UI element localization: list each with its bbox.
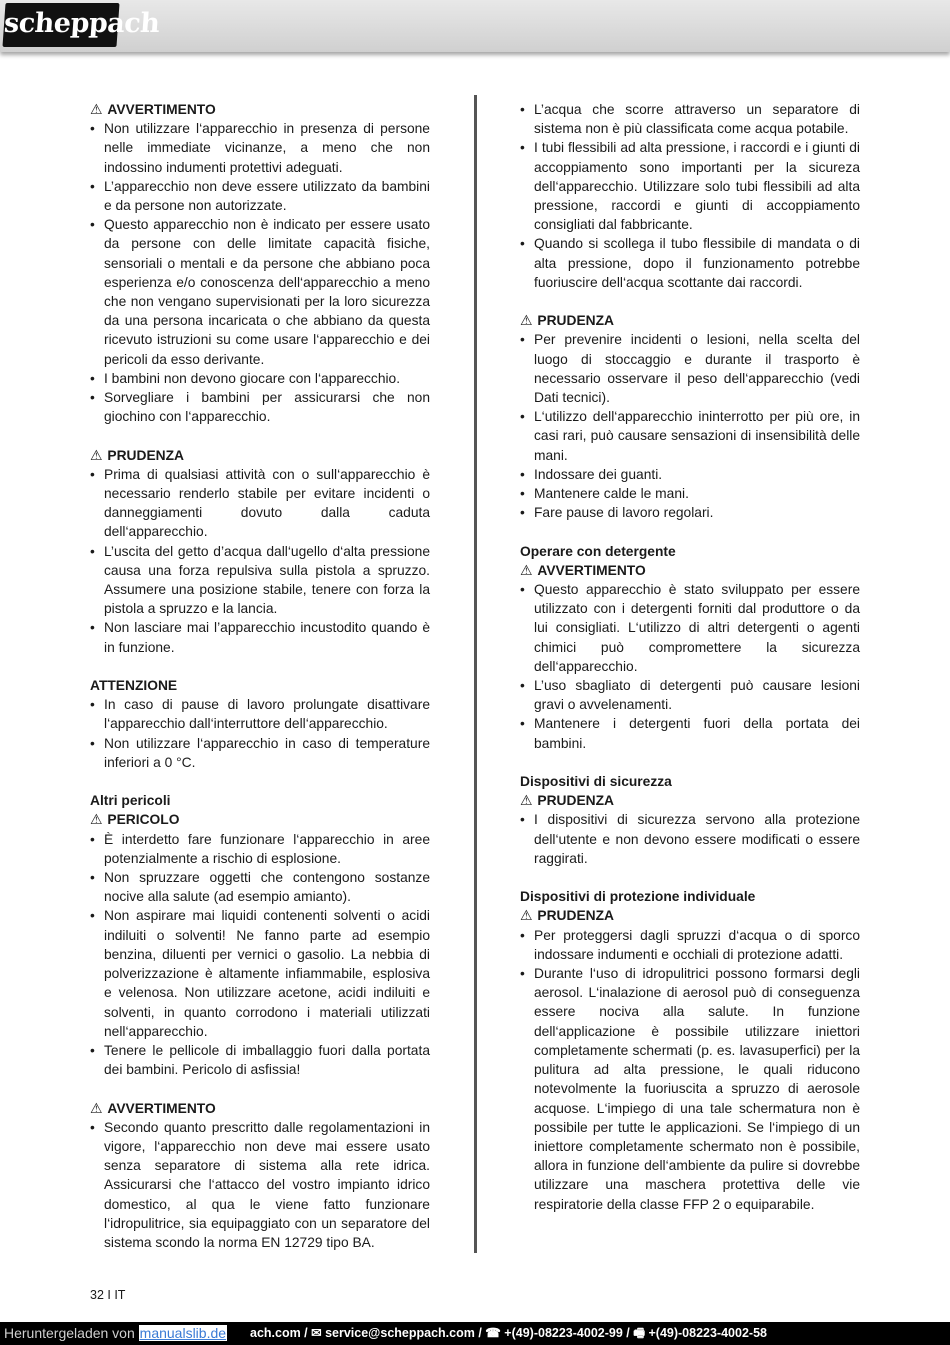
download-prefix: Heruntergeladen von <box>4 1325 139 1341</box>
list-item: • Questo apparecchio è stato sviluppato per essere utilizzato con i detergenti forniti dal produttore o da lui consigliati. L‘utilizzo di altri detergenti o agenti chimici può compromettere la sicurezza dell‘apparecchio. <box>520 580 860 676</box>
download-notice <box>4 1323 227 1344</box>
warning-label: AVVERTIMENTO <box>107 102 216 117</box>
warning-label: PERICOLO <box>107 812 180 828</box>
warning-label: PRUDENZA <box>537 793 615 809</box>
warning-label: PRUDENZA <box>537 313 615 329</box>
list-item: • Indossare dei guanti. <box>520 465 860 484</box>
download-bar <box>0 1322 950 1345</box>
bullet-list <box>520 810 860 868</box>
list-item: • Non utilizzare l‘apparecchio in presenza di persone nelle immediate vicinanze, a meno che non indossino indumenti protettivi adeguati. <box>90 119 430 177</box>
warning-triangle-icon: ⚠ <box>90 447 103 463</box>
list-item: • Durante l‘uso di idropulitrici possono formarsi degli aerosol. L‘inalazione di aerosol può di conseguenza essere nociva alla salute. In funzione dell‘applicazione è possibile utilizzare iniettori completamente schermati (p. es. lavasuperfici) per la pulitura ad alta pressione, le quali riducono notevolmente la fuoriuscita a spruzzo di aerosole acquose. L‘impiego di una tale schermatura non è possibile per tutte le applicazioni. Se l‘impiego di un iniettore completamente schermato non è possibile, allora in funzione dell‘ambiente da pulire si dovrebbe utilizzare una maschera protettiva delle vie respiratorie della classe FFP 2 o equiparabile. <box>520 964 860 1214</box>
warning-triangle-icon: ⚠ <box>90 1100 103 1116</box>
bullet-list <box>520 100 860 292</box>
bullet-list <box>90 830 430 1080</box>
section-heading: Operare con detergente <box>520 543 676 559</box>
list-item: • Secondo quanto prescritto dalle regolamentazioni in vigore, l‘apparecchio non deve mai essere usato senza separatore di sistema alla rete idrica. Assicurarsi che l‘attacco del vostro impianto idrico domestico, al qua le viene fatto funzionare l‘idropulitrice, sia equipaggiato con un separatore del sistema scondo la norma EN 12729 tipo BA. <box>90 1118 430 1252</box>
list-item: • L‘utilizzo dell‘apparecchio ininterrotto per più ore, in casi rari, può causare sensazioni di insensibilità delle mani. <box>520 407 860 465</box>
list-item: • L’uscita del getto d’acqua dall‘ugello d‘alta pressione causa una forza repulsiva sulla pistola a spruzzo. Assumere una posizione stabile, tenere con forza la pistola a spruzzo e la lancia. <box>90 542 430 619</box>
bullet-list <box>90 465 430 657</box>
section <box>90 676 430 772</box>
list-item: • I bambini non devono giocare con l‘apparecchio. <box>90 369 430 388</box>
list-item: • Quando si scollega il tubo flessibile di mandata o di alta pressione, dopo il funzionamento potrebbe fuoriuscire dell‘acqua scottante dai raccordi. <box>520 234 860 292</box>
section <box>520 311 860 522</box>
warning-title <box>520 906 860 925</box>
section-heading: Dispositivi di sicurezza <box>520 774 672 790</box>
bullet-list <box>90 1118 430 1252</box>
warning-title <box>520 561 860 580</box>
list-item: • Mantenere calde le mani. <box>520 484 860 503</box>
bullet-list <box>520 330 860 522</box>
bullet-list <box>520 580 860 753</box>
list-item: • I tubi flessibili ad alta pressione, i raccordi e i giunti di accoppiamento sono importanti per la sicureza dell‘apparecchio. Utilizzare solo tubi flessibili ad alta pressione, raccordi e giunti di accoppiamento consigliati dal fabbricante. <box>520 138 860 234</box>
list-item: • Per proteggersi dagli spruzzi d‘acqua o di sporco indossare indumenti e occhiali di protezione adatti. <box>520 926 860 964</box>
section <box>520 542 860 753</box>
page-number: 32 I IT <box>90 1288 126 1302</box>
bullet-list <box>90 119 430 426</box>
bullet-list <box>90 695 430 772</box>
list-item: • Sorvegliare i bambini per assicurarsi che non giochino con l‘apparecchio. <box>90 388 430 426</box>
warning-triangle-icon: ⚠ <box>90 102 103 117</box>
list-item: • L’uso sbagliato di detergenti può causare lesioni gravi o avvelenamenti. <box>520 676 860 714</box>
section <box>520 887 860 1213</box>
list-item: • L’apparecchio non deve essere utilizzato da bambini e da persone non autorizzate. <box>90 177 430 215</box>
section <box>520 100 860 292</box>
warning-label: AVVERTIMENTO <box>107 1100 216 1116</box>
list-item: • Non lasciare mai l’apparecchio incustodito quando è in funzione. <box>90 618 430 656</box>
list-item: • Prima di qualsiasi attività con o sull‘apparecchio è necessario renderlo stabile per evitare incidenti o danneggiamenti dovuto dalla caduta dell‘apparecchio. <box>90 465 430 542</box>
warning-title <box>90 446 430 465</box>
list-item: • I dispositivi di sicurezza servono alla protezione dell‘utente e non devono essere modificati o essere raggirati. <box>520 810 860 868</box>
warning-title <box>90 100 430 119</box>
warning-label: PRUDENZA <box>537 908 615 924</box>
section-heading: Altri pericoli <box>90 793 171 809</box>
list-item: • Non utilizzare l‘apparecchio in caso di temperature inferiori a 0 °C. <box>90 734 430 772</box>
scheppach-logo: scheppach <box>2 3 119 47</box>
section-heading: Dispositivi di protezione individuale <box>520 889 756 905</box>
manualslib-link[interactable]: manualslib.de <box>139 1325 227 1341</box>
warning-triangle-icon: ⚠ <box>520 908 533 924</box>
warning-label: PRUDENZA <box>107 447 185 463</box>
column-divider <box>474 95 477 1253</box>
warning-title <box>520 791 860 810</box>
warning-title <box>90 810 430 829</box>
list-item: • Questo apparecchio non è indicato per essere usato da persone con delle limitate capacità fisiche, sensoriali o mentali e da persone che abbiano poca esperienza e/o conoscenza dell‘apparecchio a meno che non vengano supervisionati per la loro sicurezza da una persona incaricata o che abbiano da questa ricevuto istruzioni su come usare l‘apparecchio e dei pericoli da esso derivante. <box>90 215 430 369</box>
list-item: • Non spruzzare oggetti che contengono sostanze nocive alla salute (ad esempio amianto). <box>90 868 430 906</box>
bullet-list <box>520 926 860 1214</box>
left-column <box>90 100 430 1271</box>
warning-title <box>520 311 860 330</box>
warning-title <box>90 1099 430 1118</box>
list-item: • L’acqua che scorre attraverso un separatore di sistema non è più classificata come acqua potabile. <box>520 100 860 138</box>
right-column <box>520 100 860 1233</box>
list-item: • Tenere le pellicole di imballaggio fuori dalla portata dei bambini. Pericolo di asfissia! <box>90 1041 430 1079</box>
contact-info: ach.com / ✉ service@scheppach.com / ☎ +(49)-08223-4002-99 / 🖷 +(49)-08223-4002-58 <box>250 1326 767 1340</box>
page-header <box>0 0 950 52</box>
warning-triangle-icon: ⚠ <box>520 562 533 578</box>
warning-label: AVVERTIMENTO <box>537 562 646 578</box>
section <box>90 100 430 426</box>
list-item: • Mantenere i detergenti fuori della portata dei bambini. <box>520 714 860 752</box>
list-item: • Fare pause di lavoro regolari. <box>520 503 860 522</box>
section <box>90 446 430 657</box>
warning-triangle-icon: ⚠ <box>520 793 533 809</box>
section <box>520 772 860 868</box>
section <box>90 1099 430 1253</box>
list-item: • Per prevenire incidenti o lesioni, nella scelta del luogo di stoccaggio e durante il trasporto è necessario osservare il peso dell‘apparecchio (vedi Dati tecnici). <box>520 330 860 407</box>
warning-triangle-icon: ⚠ <box>520 313 533 329</box>
section <box>90 791 430 1079</box>
section-heading: ATTENZIONE <box>90 678 178 694</box>
list-item: • Non aspirare mai liquidi contenenti solventi o acidi indiluiti o solventi! Ne fanno parte ad esempio benzina, diluenti per vernici o gasolio. La nebbia di polverizzazione è altamente infiammabile, esplosiva e velenosa. Non utilizzare acetone, acidi indiluiti e solventi, in quanto corrodono i materiali utilizzati nell‘apparecchio. <box>90 906 430 1040</box>
list-item: • In caso di pause di lavoro prolungate disattivare l‘apparecchio dall‘interruttore dell‘apparecchio. <box>90 695 430 733</box>
warning-triangle-icon: ⚠ <box>90 812 103 828</box>
list-item: • È interdetto fare funzionare l‘apparecchio in aree potenzialmente a rischio di esplosione. <box>90 830 430 868</box>
